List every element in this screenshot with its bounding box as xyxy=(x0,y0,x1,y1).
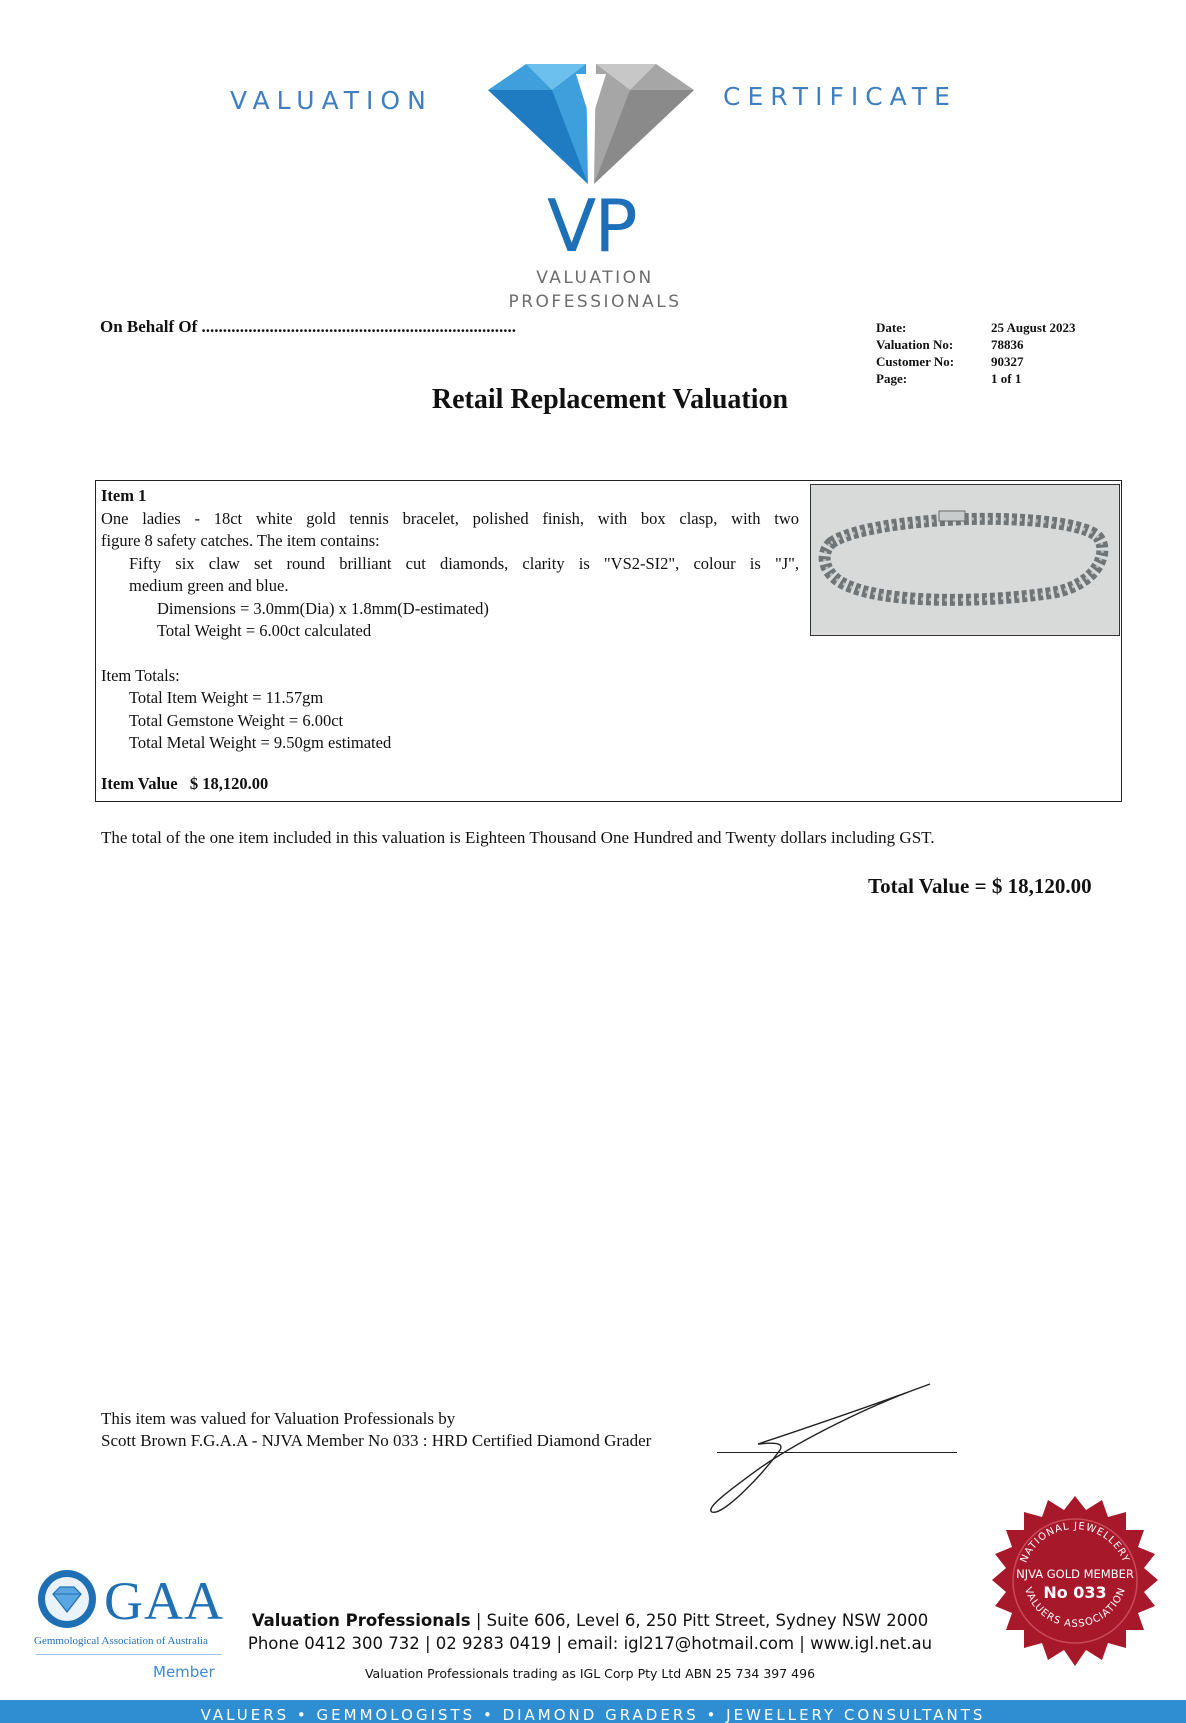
seal-arc-bottom: VALUERS ASSOCIATION xyxy=(1021,1585,1129,1630)
diamond-logo-icon xyxy=(488,62,694,190)
on-behalf-of: On Behalf Of .......................................................................... xyxy=(100,317,517,336)
gaa-letters: GAA xyxy=(104,1571,224,1631)
item-total-weight: Total Weight = 6.00ct calculated xyxy=(157,621,372,640)
total-value: Total Value = $ 18,120.00 xyxy=(868,874,1092,898)
seal-line1: NJVA GOLD MEMBER xyxy=(1016,1567,1134,1581)
total-gemstone-weight: Total Gemstone Weight = 6.00ct xyxy=(129,710,344,730)
footer-band: VALUERS • GEMMOLOGISTS • DIAMOND GRADERS • JEWELLERY CONSULTANTS xyxy=(0,1700,1186,1723)
footer-company: Valuation Professionals xyxy=(251,1611,471,1630)
vp-logo-line2: PROFESSIONALS xyxy=(508,292,682,312)
valuation-no-value: 78836 xyxy=(991,337,1024,352)
vp-logo-subtitle xyxy=(480,266,710,314)
item-totals-heading: Item Totals: xyxy=(101,665,180,685)
customer-no-label: Customer No: xyxy=(876,354,955,369)
item-stone-line1: Fifty six claw set round brilliant cut diamonds, clarity is "VS2-SI2", colour is "J", xyxy=(129,553,799,573)
valuation-no-label: Valuation No: xyxy=(876,337,954,352)
vp-logo-line1: VALUATION xyxy=(536,268,654,288)
date-value: 25 August 2023 xyxy=(991,320,1076,335)
total-item-weight: Total Item Weight = 11.57gm xyxy=(129,688,324,707)
valuation-summary: The total of the one item included in this valuation is Eighteen Thousand One Hundred and Twenty dollars including GST. xyxy=(101,828,935,847)
customer-no-value: 90327 xyxy=(991,354,1024,369)
item-details xyxy=(101,485,799,795)
valuer-line2: Scott Brown F.G.A.A - NJVA Member No 033 : HRD Certified Diamond Grader xyxy=(101,1431,652,1450)
item-heading: Item 1 xyxy=(101,486,147,505)
njva-seal-icon xyxy=(990,1494,1160,1668)
header-valuation-word: VALUATION xyxy=(230,86,433,115)
footer-address: | Suite 606, Level 6, 250 Pitt Street, Sydney NSW 2000 xyxy=(475,1611,929,1630)
footer-address-line xyxy=(240,1611,940,1630)
signature xyxy=(700,1380,940,1520)
footer-trading: Valuation Professionals trading as IGL Corp Pty Ltd ABN 25 734 397 496 xyxy=(364,1666,816,1681)
gaa-diamond-icon xyxy=(36,1568,98,1630)
valuer-statement xyxy=(101,1408,651,1452)
gaa-organisation: Gemmological Association of Australia xyxy=(34,1635,208,1647)
header-certificate-word: CERTIFICATE xyxy=(723,82,957,111)
bracelet-photo xyxy=(810,484,1120,636)
item-desc-line1: One ladies - 18ct white gold tennis bracelet, polished finish, with box clasp, with two xyxy=(101,508,799,528)
valuation-meta xyxy=(876,319,1076,387)
page-title: Retail Replacement Valuation xyxy=(431,384,789,415)
item-stone-line2: medium green and blue. xyxy=(129,576,289,595)
page-label: Page: xyxy=(876,371,908,386)
item-value: $ 18,120.00 xyxy=(189,773,269,793)
total-metal-weight: Total Metal Weight = 9.50gm estimated xyxy=(129,733,392,752)
date-label: Date: xyxy=(876,320,907,335)
item-dimensions: Dimensions = 3.0mm(Dia) x 1.8mm(D-estimated) xyxy=(157,598,489,618)
bracelet-image xyxy=(811,485,1118,634)
page-value: 1 of 1 xyxy=(991,371,1022,386)
seal-arc-top: NATIONAL JEWELLERY xyxy=(1018,1520,1132,1565)
vp-logo-letters: VP xyxy=(547,184,636,268)
footer-contact: Phone 0412 300 732 | 02 9283 0419 | email: igl217@hotmail.com | www.igl.net.au xyxy=(247,1634,933,1653)
seal-line2: No 033 xyxy=(1043,1583,1107,1602)
valuer-line1: This item was valued for Valuation Professionals by xyxy=(101,1409,456,1428)
item-value-label: Item Value xyxy=(101,773,178,793)
item-value-line xyxy=(101,773,799,796)
gaa-divider xyxy=(36,1654,222,1655)
gaa-member-label: Member xyxy=(153,1663,215,1681)
item-desc-line2: figure 8 safety catches. The item contains: xyxy=(101,531,380,550)
